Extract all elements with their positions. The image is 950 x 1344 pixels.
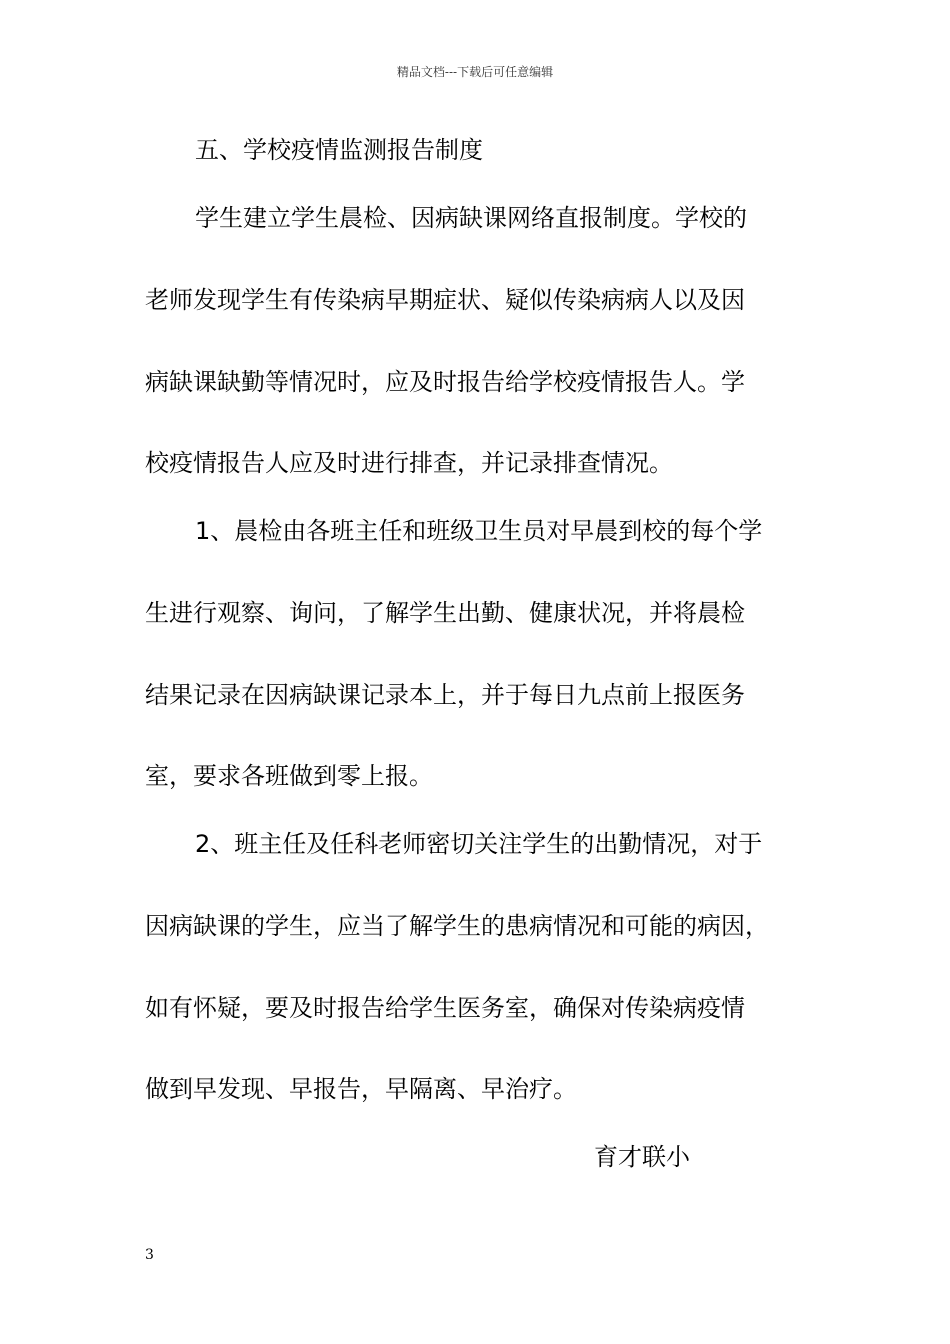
- paragraph-line: 因病缺课的学生，应当了解学生的患病情况和可能的病因，: [145, 912, 769, 940]
- page-number: 3: [145, 1247, 154, 1263]
- paragraph-line: 2、班主任及任科老师密切关注学生的出勤情况，对于: [195, 830, 763, 858]
- paragraph-line: 1、晨检由各班主任和班级卫生员对早晨到校的每个学: [195, 517, 763, 545]
- paragraph-line: 结果记录在因病缺课记录本上，并于每日九点前上报医务: [145, 681, 745, 709]
- section-title: 五、学校疫情监测报告制度: [195, 136, 483, 164]
- paragraph-line: 如有怀疑，要及时报告给学生医务室，确保对传染病疫情: [145, 994, 745, 1022]
- paragraph-line: 做到早发现、早报告，早隔离、早治疗。: [145, 1075, 577, 1103]
- paragraph-line: 生进行观察、询问，了解学生出勤、健康状况，并将晨检: [145, 599, 745, 627]
- page-header: 精品文档---下载后可任意编辑: [396, 65, 554, 79]
- paragraph-line: 室，要求各班做到零上报。: [145, 762, 433, 790]
- paragraph-line: 校疫情报告人应及时进行排查，并记录排查情况。: [145, 449, 673, 477]
- paragraph-line: 学生建立学生晨检、因病缺课网络直报制度。学校的: [195, 204, 747, 232]
- paragraph-line: 病缺课缺勤等情况时，应及时报告给学校疫情报告人。学: [145, 368, 745, 396]
- signature: 育才联小: [594, 1143, 690, 1171]
- paragraph-line: 老师发现学生有传染病早期症状、疑似传染病病人以及因: [145, 286, 745, 314]
